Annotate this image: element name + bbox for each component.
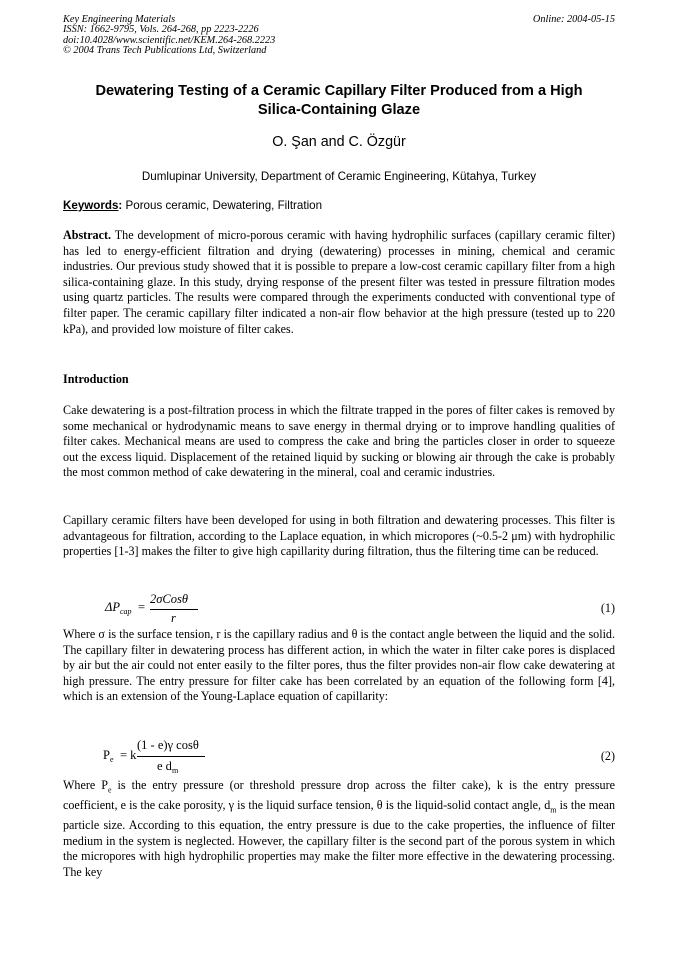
eq1-lhs-symbol: ΔP <box>105 600 120 614</box>
intro-paragraph-4 <box>63 778 615 880</box>
doi-line: doi:10.4028/www.scientific.net/KEM.264-268.2223 <box>63 34 276 46</box>
eq2-denominator-sub: m <box>171 766 179 775</box>
introduction-heading: Introduction <box>63 372 129 386</box>
keywords-text: Porous ceramic, Dewatering, Filtration <box>122 199 323 212</box>
eq2-lhs <box>103 748 114 764</box>
paper-title <box>63 82 615 120</box>
eq1-lhs-sub: cap <box>119 607 132 616</box>
abstract-label: Abstract. <box>63 228 112 242</box>
eq2-numerator: (1 - e)γ cosθ <box>137 738 199 752</box>
eq1-equals: = <box>138 600 146 614</box>
journal-name: Key Engineering Materials <box>63 14 176 25</box>
eq1-numerator: 2σCosθ <box>150 592 189 606</box>
eq2-denominator <box>157 759 178 775</box>
p4-part-b: is the entry pressure (or threshold pressure drop across the filter cake), k is the entry pressure coefficient, e is the cake porosity, γ is the liquid surface tension, θ is the liquid-solid contact angle, d <box>63 778 615 812</box>
eq1-denominator: r <box>171 611 176 625</box>
intro-paragraph-3: Where σ is the surface tension, r is the capillary radius and θ is the contact angle between the liquid and the solid. The capillary filter in dewatering process has different action, in which the water in filter cake pores is displaced by air but the air could not enter easily to the filter pores, thus the filter provides non-air flow cake dewatering at high pressure. The entry pressure for filter cake has been correlated by an equation of the following form [4], which is an extension of the Young-Laplace equation of capillarity: <box>63 627 615 704</box>
eq2-fraction-bar <box>137 756 205 757</box>
p4-sub-m: m <box>550 805 557 815</box>
intro-paragraph-1: Cake dewatering is a post-filtration process in which the filtrate trapped in the pores of filter cakes is removed by some mechanical or hydrodynamic means to save energy in thermal drying or to improve handling qualities of filter cakes. Mechanical means are used to compress the cake and bring the particles closer in order to squeeze out the excess liquid. Displacement of the retained liquid by sucking or blowing air through the cake is probably the most common method of cake dewatering in the mineral, coal and ceramic industries. <box>63 403 615 480</box>
eq1-number: (1) <box>600 601 615 615</box>
issn-line: ISSN: 1662-9795, Vols. 264-268, pp 2223-2226 <box>63 24 259 36</box>
eq2-denominator-main: e d <box>157 759 172 773</box>
p4-part-a: Where P <box>63 778 108 792</box>
eq2-number: (2) <box>600 749 615 763</box>
title-line-1: Dewatering Testing of a Ceramic Capillary Filter Produced from a High <box>95 83 583 99</box>
copyright-line: © 2004 Trans Tech Publications Ltd, Switzerland <box>63 45 267 57</box>
abstract-text: The development of micro-porous ceramic with having hydrophilic surfaces (capillary ceramic filter) has led to energy-efficient filtration and drying (dewatering) processes in mining, chemical and ceramic industries. Our previous study showed that it is possible to prepare a low-cost ceramic capillary filter from a high silica-containing glaze. In this study, drying response of the present filter was tested in pressure filtration modes using quartz particles. The results were compared through the experiments conducted with conventional type of filter paper. The ceramic capillary filter indicated a non-air flow behavior at the high pressure (tested up to 220 kPa), and provided low moisture of filter cakes. <box>63 228 615 336</box>
intro-paragraph-2: Capillary ceramic filters have been developed for using in both filtration and dewatering processes. This filter is advantageous for filtration, according to the Laplace equation, in which micropores (~0.5-2 μm) with hydrophilic properties [1-3] makes the filter to give high capillarity during filtration, thus the filtering time can be reduced. <box>63 513 615 559</box>
affiliation: Dumlupinar University, Department of Ceramic Engineering, Kütahya, Turkey <box>141 170 537 183</box>
authors: O. Şan and C. Özgür <box>272 134 406 150</box>
online-date: Online: 2004-05-15 <box>532 14 615 25</box>
p4-part-c: is the mean particle size. According to this equation, the entry pressure is due to the cake properties, the influence of filter medium in the system is neglected. However, the capillary filter is the second part of the porous system in which the micropores with high hydrophilic properties may make the filter more effective in the dewatering processing. The key <box>63 798 615 879</box>
keywords-colon: : <box>118 199 123 212</box>
eq1-lhs <box>105 600 132 616</box>
eq2-lhs-symbol: P <box>103 748 110 762</box>
journal-header <box>63 15 275 57</box>
eq2-equals: = k <box>120 748 137 762</box>
p4-sub-e: e <box>107 785 112 795</box>
abstract <box>63 228 615 337</box>
keywords-label: Keywords <box>63 199 119 212</box>
eq2-lhs-sub: e <box>109 755 114 764</box>
eq1-fraction-bar <box>150 609 198 610</box>
title-line-2: Silica-Containing Glaze <box>257 102 421 118</box>
keywords <box>63 199 615 213</box>
